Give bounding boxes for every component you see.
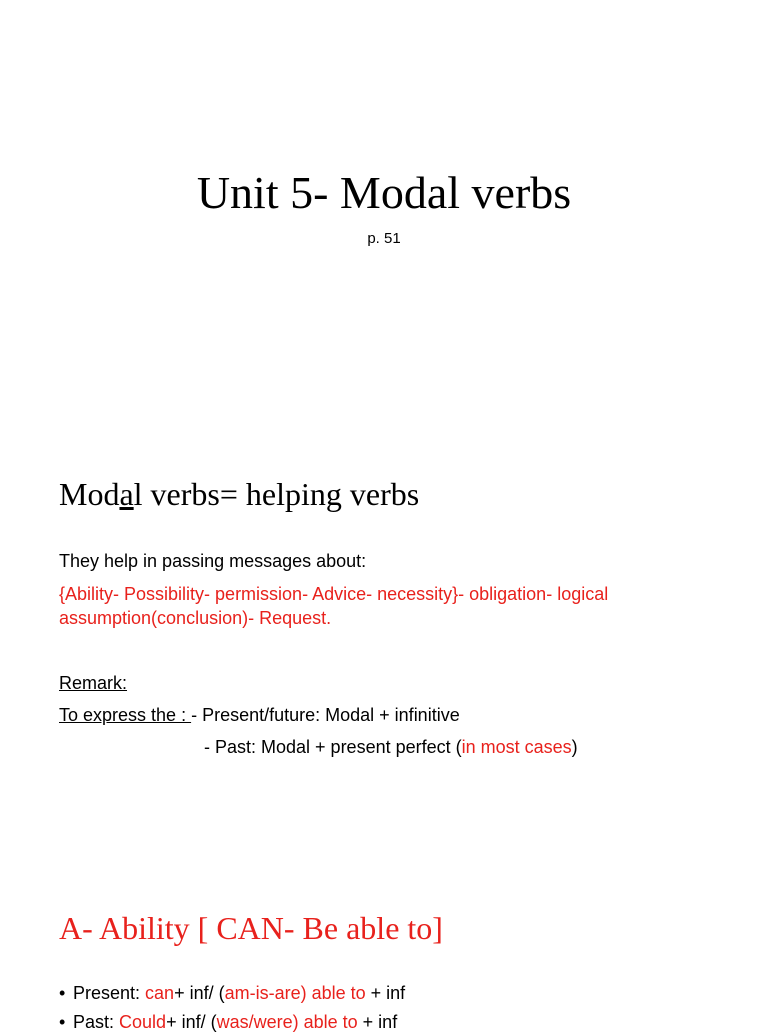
heading-part-2: l verbs= helping verbs bbox=[133, 476, 420, 512]
page-reference: p. 51 bbox=[367, 230, 401, 247]
slide-title-heading: Unit 5- Modal verbs bbox=[196, 167, 572, 218]
ability-heading: A- Ability [ CAN- Be able to] bbox=[59, 910, 443, 946]
able-to-form: was/were) able to bbox=[216, 1012, 358, 1032]
slide-modal-verbs bbox=[0, 432, 768, 864]
bullet-past bbox=[59, 1012, 397, 1033]
remark-label: Remark: bbox=[59, 673, 128, 693]
express-present-text: - Present/future: Modal + infinitive bbox=[191, 705, 460, 725]
slide-ability bbox=[0, 864, 768, 1032]
purposes-line-1: {Ability- Possibility- permission- Advice- necessity}- obligation- logical bbox=[59, 584, 609, 604]
slide-title bbox=[0, 0, 768, 432]
express-present-line bbox=[59, 705, 460, 726]
express-past-close: ) bbox=[571, 737, 578, 757]
bullet-dot: • bbox=[59, 983, 66, 1003]
purposes-line-2: assumption(conclusion)- Request. bbox=[59, 608, 332, 628]
bullet-label: Past: bbox=[73, 1012, 120, 1032]
express-label: To express the : bbox=[59, 705, 192, 725]
bullet-dot: • bbox=[59, 1012, 66, 1032]
heading-part-1: Mod bbox=[59, 476, 120, 512]
bullet-text-end: + inf bbox=[365, 983, 406, 1003]
bullet-text: + inf/ ( bbox=[166, 1012, 217, 1032]
bullet-label: Present: bbox=[73, 983, 146, 1003]
express-past-line bbox=[204, 737, 578, 758]
able-to-form: am-is-are) able to bbox=[224, 983, 366, 1003]
bullet-text: + inf/ ( bbox=[174, 983, 225, 1003]
express-past-text: - Past: Modal + present perfect ( bbox=[204, 737, 462, 757]
express-past-note: in most cases bbox=[461, 737, 572, 757]
slide-heading bbox=[59, 476, 419, 513]
bullet-text-end: + inf bbox=[357, 1012, 398, 1032]
intro-text: They help in passing messages about: bbox=[59, 551, 367, 571]
modal-word: Could bbox=[119, 1012, 167, 1032]
modal-word: can bbox=[145, 983, 175, 1003]
heading-underlined-letter: a bbox=[119, 476, 134, 512]
bullet-present bbox=[59, 983, 405, 1004]
